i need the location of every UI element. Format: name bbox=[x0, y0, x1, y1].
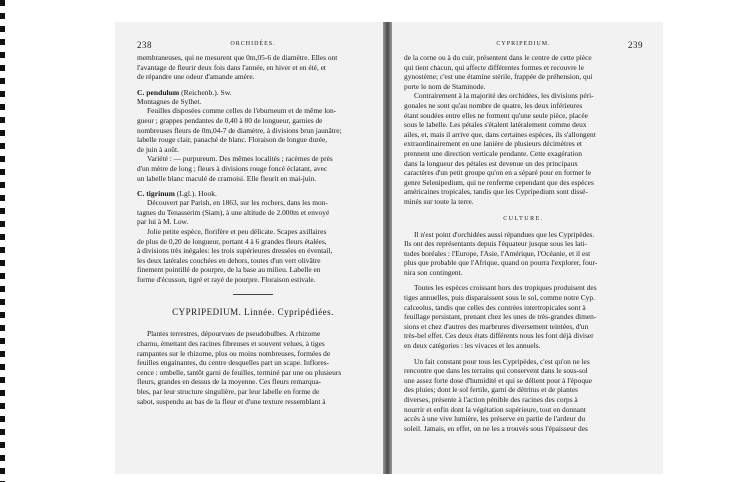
text-line: rencontre que dans les terrains qui conservent dans le sous-sol bbox=[404, 366, 588, 376]
text-line: un labelle blanc maculé de cramoisi. Elle fleurit en mai-juin. bbox=[137, 173, 317, 183]
text-line: Jolie petite espèce, florifère et peu délicate. Scapes axillaires bbox=[147, 226, 327, 236]
text-line: de plus de 0,20 de longueur, portant 4 à 6 grandes fleurs étalées, bbox=[137, 236, 327, 246]
text-line: les deux latérales couchées en dehors, toutes d'un vert olivâtre bbox=[137, 255, 321, 265]
text-line: gynostème; c'est une étamine stérile, frappée de préhension, qui bbox=[404, 72, 593, 82]
text-line: caractères d'un petit groupe qu'on en a séparé pour en former le bbox=[404, 168, 592, 178]
text-line: plus que probable que l'Afrique, quand on pourra l'explorer, four- bbox=[404, 258, 598, 268]
text-line: nira son contingent. bbox=[404, 267, 463, 277]
species-name: C. pendulum bbox=[137, 87, 180, 97]
species-description-tigrinum bbox=[137, 198, 369, 284]
text-line: en deux catégories : les vivaces et les annuels. bbox=[404, 341, 541, 351]
text-line: Un fait constant pour tous les Cypripèdes, c'est qu'on ne les bbox=[414, 356, 590, 366]
text-line: d'un mètre de long ; fleurs à divisions rouge foncé éclatant, avec bbox=[137, 163, 328, 173]
text-line: Découvert par Parish, en 1863, sur les rochers, dans les mon- bbox=[147, 198, 328, 208]
text-line: une assez forte dose d'humidité et qui se délient pour à l'époque bbox=[404, 375, 592, 385]
text-line: Plantes terrestres, dépourvues de pseudobulbes. A rhizome bbox=[147, 329, 321, 339]
text-line: tiges annuelles, puis disparaissent sous le sol, comme notre Cyp. bbox=[404, 293, 595, 303]
text-line: Feuilles disposées comme celles de l'eburneum et de même lon- bbox=[147, 106, 337, 116]
text-line: accès à une vive lumière, les préserve en partie de l'ardeur du bbox=[404, 414, 586, 424]
text-line: finement pointillé de pourpre, de la base au milieu. Labelle en bbox=[137, 265, 321, 275]
text-line: prennent une direction verticale pendante. Cette exagération bbox=[404, 148, 582, 158]
right-running-title: CYPRIPEDIUM. bbox=[496, 41, 551, 47]
left-running-title: ORCHIDÉES. bbox=[230, 41, 276, 47]
species-author: (Reichenb.). Sw. bbox=[181, 87, 232, 97]
text-line: nourrir et enfin dont la végétation supérieure, tout en donnant bbox=[404, 404, 586, 414]
text-line: tudes boréales : l'Europe, l'Asie, l'Amérique, l'Océanie, et il est bbox=[404, 248, 591, 258]
text-line: forme d'écusson, tigré et rayé de pourpre. Floraison estivale. bbox=[137, 274, 316, 284]
text-line: feuillage persistant, prenant chez les unes de très-grandes dimen- bbox=[404, 312, 597, 322]
text-line: l'avantage de fleurir deux fois dans l'année, en hiver et en été, et bbox=[137, 62, 326, 72]
text-line: ailes, et, mais il arrive que, dans certaines espèces, ils s'allongent bbox=[404, 129, 596, 139]
text-line: qui tient chacun, qui affecte différentes formes et recouvre le bbox=[404, 62, 584, 72]
text-line: Il n'est point d'orchidées aussi répandues que les Cypripèdes. bbox=[414, 229, 595, 239]
text-line: calceolus, tandis que celles des contrées intertropicales sont à bbox=[404, 302, 586, 312]
text-line: Toutes les espèces croissant hors des tropiques produisent des bbox=[414, 283, 597, 293]
book-gutter bbox=[383, 22, 392, 474]
species-description-pendulum bbox=[137, 97, 369, 183]
text-line: de répandre une odeur d'amande amère. bbox=[137, 72, 255, 82]
species-heading-tigrinum bbox=[137, 189, 369, 198]
species-name: C. tigrinum bbox=[137, 189, 175, 199]
right-running-head bbox=[404, 40, 643, 53]
right-paragraph-2 bbox=[404, 91, 643, 206]
text-line: Contrairement à la majorité des orchidées, les divisions péri- bbox=[414, 91, 594, 101]
text-line: charnu, émettant des racines fibreuses et souvent velues, à tiges bbox=[137, 339, 325, 349]
left-page bbox=[115, 22, 383, 474]
text-line: extraordinairement en une lanière de plusieurs décimètres et bbox=[404, 139, 582, 149]
section-rule bbox=[233, 294, 273, 295]
text-line: soleil. Jamais, en effet, on ne les a trouvés sous l'épaisseur des bbox=[404, 423, 588, 433]
text-line: porte le nom de Staminode. bbox=[404, 81, 486, 91]
left-page-number: 238 bbox=[137, 40, 152, 50]
text-line: genre Selenipedium, qui ne renferme cependant que des espèces bbox=[404, 177, 594, 187]
text-line: dans la longueur des pétales est devenue un des principaux bbox=[404, 158, 578, 168]
right-paragraph-5 bbox=[404, 357, 643, 434]
text-line: gonales ne sont qu'au nombre de quatre, les deux inférieures bbox=[404, 100, 583, 110]
text-line: gueur ; grappes pendantes de 0,40 à 80 de longueur, garnies de bbox=[137, 115, 323, 125]
right-page bbox=[392, 22, 663, 474]
text-line: rampantes sur le rhizome, plus ou moins nombreuses, formées de bbox=[137, 348, 331, 358]
left-running-head bbox=[137, 40, 369, 53]
left-intro-paragraph bbox=[137, 53, 369, 82]
text-line: de juin à août. bbox=[137, 144, 179, 154]
text-line: étant soudées entre elles ne forment qu'une seule pièce, placée bbox=[404, 110, 588, 120]
text-line: diverses, présente à l'action pénible des racines des corps à bbox=[404, 395, 578, 404]
culture-section-title: CULTURE. bbox=[503, 215, 544, 222]
text-line: cence : ombelle, tantôt garni de feuilles, terminé par une ou plusieurs bbox=[137, 367, 342, 377]
text-line: par lui à M. Low. bbox=[137, 217, 189, 227]
text-line: américaines tropicales, tandis que les Cypripedium sont dissé- bbox=[404, 187, 588, 197]
text-line: feuilles engainantes, du centre desquelles part un scape. Inflores- bbox=[137, 358, 330, 368]
text-line: minés sur toute la terre. bbox=[404, 196, 474, 206]
text-line: membraneuses, qui ne mesurent que 0m,05-6 de diamètre. Elles ont bbox=[137, 53, 338, 62]
text-line: à divisions très inégales: les trois supérieures dressées en éventail, bbox=[137, 246, 333, 256]
text-line: tagnes du Tenasserim (Siam), à une altitude de 2.000m et envoyé bbox=[137, 207, 330, 217]
right-paragraph-1 bbox=[404, 53, 643, 91]
species-author: (Lgl.). Hook. bbox=[176, 189, 217, 199]
species-heading-pendulum bbox=[137, 88, 369, 97]
text-line: nombreuses fleurs de 0m,04-7 de diamètre, à divisions brun jaunâtre; bbox=[137, 125, 342, 135]
text-line: Variété : — purpureum. Des mêmes localités ; racèmes de près bbox=[147, 154, 333, 164]
text-line: très-bel effet. Ces deux états différents nous les font déjà diviser bbox=[404, 331, 594, 341]
scan-edge-marks bbox=[0, 0, 5, 482]
text-line: sous le labelle. Les pétales s'étalent latéralement comme deux bbox=[404, 120, 587, 130]
text-line: de la corne ou à du cuir, présentent dans le centre de cette pièce bbox=[404, 53, 592, 62]
text-line: fleurs, grandes en dessus de la moyenne. Ces fleurs remarqua- bbox=[137, 377, 322, 387]
right-paragraph-4 bbox=[404, 283, 643, 350]
text-line: sabot, suspendu au bas de la fleur et d'une texture ressemblant à bbox=[137, 396, 326, 406]
text-line: Montagnes de Sylhet. bbox=[137, 96, 202, 106]
text-line: des pluies; dont le sol fertile, garni de détritus et de plantes bbox=[404, 385, 579, 395]
text-line: bles, par leur structure singulière, par leur labelle en forme de bbox=[137, 387, 320, 397]
text-line: labelle rouge clair, panaché de blanc. Floraison de longue durée, bbox=[137, 135, 328, 145]
text-line: Ils ont des représentants depuis l'équateur jusque sous les lati- bbox=[404, 239, 587, 249]
right-paragraph-3 bbox=[404, 230, 643, 278]
text-line: sions et chez d'autres des marbrures diversement teintées, d'un bbox=[404, 321, 589, 331]
right-page-number: 239 bbox=[628, 40, 643, 50]
open-book bbox=[115, 22, 663, 474]
genus-heading: CYPRIPEDIUM. Linnée. Cypripédiées. bbox=[172, 307, 334, 318]
genus-description bbox=[137, 329, 369, 406]
